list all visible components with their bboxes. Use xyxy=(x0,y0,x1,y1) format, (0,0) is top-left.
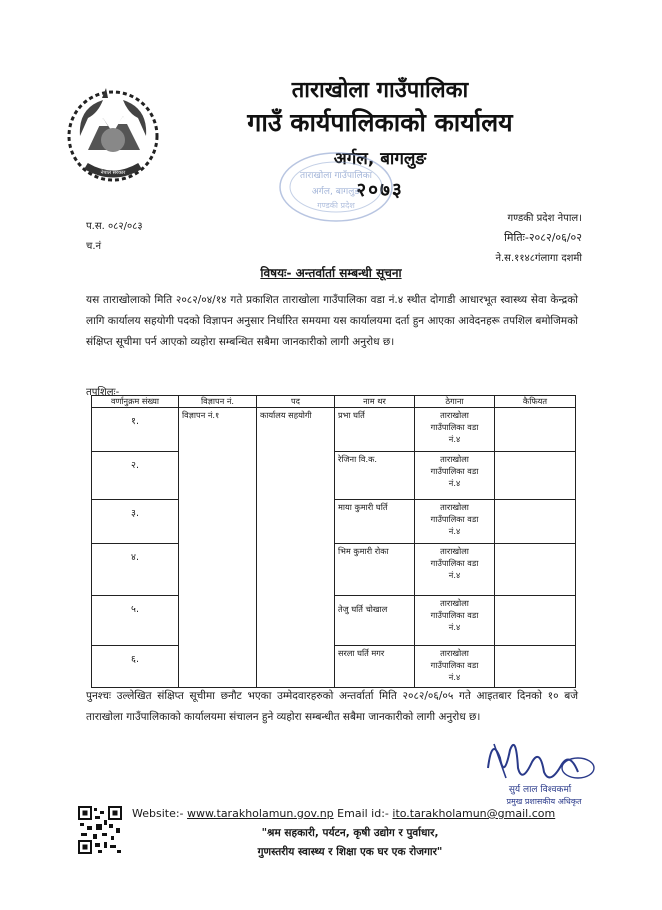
office-name: गाउँ कार्यपालिकाको कार्यालय xyxy=(247,108,513,137)
header-remarks: कैफियत xyxy=(495,396,576,408)
address-line-2: गाउँपालिका वडा xyxy=(430,660,479,670)
candidate-name: तेजु घर्ति चोखाल xyxy=(335,596,415,646)
notice-subject: विषयः- अन्तर्वार्ता सम्बन्धी सूचना xyxy=(260,266,402,280)
remarks-cell xyxy=(495,500,576,544)
address-line-2: गाउँपालिका वडा xyxy=(430,514,479,524)
slogan-line-2: गुणस्तरीय स्वास्थ्य र शिक्षा एक घर एक रोजगार" xyxy=(257,846,443,858)
email-label: Email id:- xyxy=(337,807,389,820)
office-location: अर्गल, बागलुङ xyxy=(333,149,427,169)
address-line-3: नं.४ xyxy=(448,478,461,488)
website-link[interactable]: www.tarakholamun.gov.np xyxy=(187,807,334,820)
candidate-address xyxy=(415,408,495,452)
row-serial: १. xyxy=(92,408,179,452)
shortlist-table xyxy=(91,395,576,688)
remarks-cell xyxy=(495,596,576,646)
office-stamp xyxy=(276,146,396,228)
qr-code-icon xyxy=(78,806,122,854)
nepal-sambat-date: ने.स.११४८गंलागा दशमी xyxy=(495,253,582,264)
table-row xyxy=(92,408,576,452)
table-header-row xyxy=(92,396,576,408)
address-line-3: नं.४ xyxy=(448,570,461,580)
address-line-1: ताराखोला xyxy=(440,454,469,464)
advert-number: विज्ञापन नं.१ xyxy=(179,408,257,688)
address-line-1: ताराखोला xyxy=(440,598,469,608)
address-line-2: गाउँपालिका वडा xyxy=(430,466,479,476)
post-name: कार्यालय सहयोगी xyxy=(257,408,335,688)
candidate-address xyxy=(415,646,495,688)
address-line-2: गाउँपालिका वडा xyxy=(430,558,479,568)
header-advert-no: विज्ञापन नं. xyxy=(179,396,257,408)
row-serial: ४. xyxy=(92,544,179,596)
email-link[interactable]: ito.tarakholamun@gmail.com xyxy=(392,807,556,820)
remarks-cell xyxy=(495,646,576,688)
details-label: तपशिलः- xyxy=(86,387,120,398)
candidate-name: प्रभा घर्ति xyxy=(335,408,415,452)
notice-body: यस ताराखोलाको मिति २०८२/०४/१४ गते प्रकाशित ताराखोला गाउँपालिका वडा नं.४ स्थीत दोगाडी आधारभूत स्वास्थ्य सेवा केन्द्रको लागि कार्यालय सहयोगी पदको विज्ञापन अनुसार निर्धारित समयमा यस कार्यालयमा दर्ता हुन आएका आवेदनहरू तपशिल बमोजिमको संक्षिप्त सूचीमा पर्न आएको व्यहोरा सम्बन्धित सबैमा जानकारीको लागी अनुरोध छ। xyxy=(86,294,578,348)
address-line-1: ताराखोला xyxy=(440,648,469,658)
row-serial: २. xyxy=(92,452,179,500)
candidate-name: माया कुमारी घर्ति xyxy=(335,500,415,544)
row-serial: ३. xyxy=(92,500,179,544)
stamp-line-2: अर्गल, बागलुङ xyxy=(311,187,361,197)
footer-contact xyxy=(132,807,555,820)
remarks-cell xyxy=(495,452,576,500)
signatory-title: प्रमुख प्रशासकीय अधिकृत xyxy=(506,797,582,806)
officer-signature xyxy=(470,728,610,808)
address-line-3: नं.४ xyxy=(448,434,461,444)
header-serial: वर्णानुक्रम संख्या xyxy=(92,396,179,408)
address-line-2: गाउँपालिका वडा xyxy=(430,610,479,620)
header-post: पद xyxy=(257,396,335,408)
municipality-name: ताराखोला गाउँपालिका xyxy=(291,78,469,103)
row-serial: ५. xyxy=(92,596,179,646)
letter-date: मितिः-२०८२/०६/०२ xyxy=(504,231,582,244)
postscript-note: पुनश्चः उल्लेखित संक्षिप्त सूचीमा छनौट भएका उम्मेदवारहरुको अन्तर्वार्ता मिति २०८२/०६/०५ गते आइतबार दिनको १० बजे ताराखोला गाउँपालिकाको कार्यालयमा संचालन हुने व्यहोरा सम्बन्धीत सबैमा जानकारीको लागी अनुरोध छ। xyxy=(86,690,578,723)
letter-number: प.स. ०८२/०८३ xyxy=(86,221,143,232)
remarks-cell xyxy=(495,408,576,452)
address-line-3: नं.४ xyxy=(448,526,461,536)
row-serial: ६. xyxy=(92,646,179,688)
province-name: गण्डकी प्रदेश नेपाल। xyxy=(507,213,582,224)
candidate-address xyxy=(415,500,495,544)
header-address: ठेगाना xyxy=(415,396,495,408)
address-line-1: ताराखोला xyxy=(440,410,469,420)
signatory-name: सुर्य लाल विश्वकर्मा xyxy=(508,785,572,795)
candidate-name: रेजिना वि.क. xyxy=(335,452,415,500)
slogan-line-1: "श्रम सहकारी, पर्यटन, कृषी उद्योग र पुर्वाधार, xyxy=(261,827,439,839)
address-line-1: ताराखोला xyxy=(440,546,469,556)
candidate-address xyxy=(415,596,495,646)
stamp-line-3: गण्डकी प्रदेश xyxy=(317,201,355,210)
remarks-cell xyxy=(495,544,576,596)
address-line-3: नं.४ xyxy=(448,622,461,632)
candidate-address xyxy=(415,452,495,500)
header-name: नाम थर xyxy=(335,396,415,408)
established-year: २०७३ xyxy=(356,179,404,201)
candidate-address xyxy=(415,544,495,596)
address-line-3: नं.४ xyxy=(448,672,461,682)
candidate-name: सरला घर्ति मगर xyxy=(335,646,415,688)
address-line-2: गाउँपालिका वडा xyxy=(430,422,479,432)
website-label: Website:- xyxy=(132,807,184,820)
dispatch-number: च.नं xyxy=(86,241,102,252)
candidate-name: भिम कुमारी रोका xyxy=(335,544,415,596)
address-line-1: ताराखोला xyxy=(440,502,469,512)
emblem-motto: नेपाल सरकार xyxy=(100,170,126,176)
stamp-line-1: ताराखोला गाउँपालिका xyxy=(300,171,372,181)
